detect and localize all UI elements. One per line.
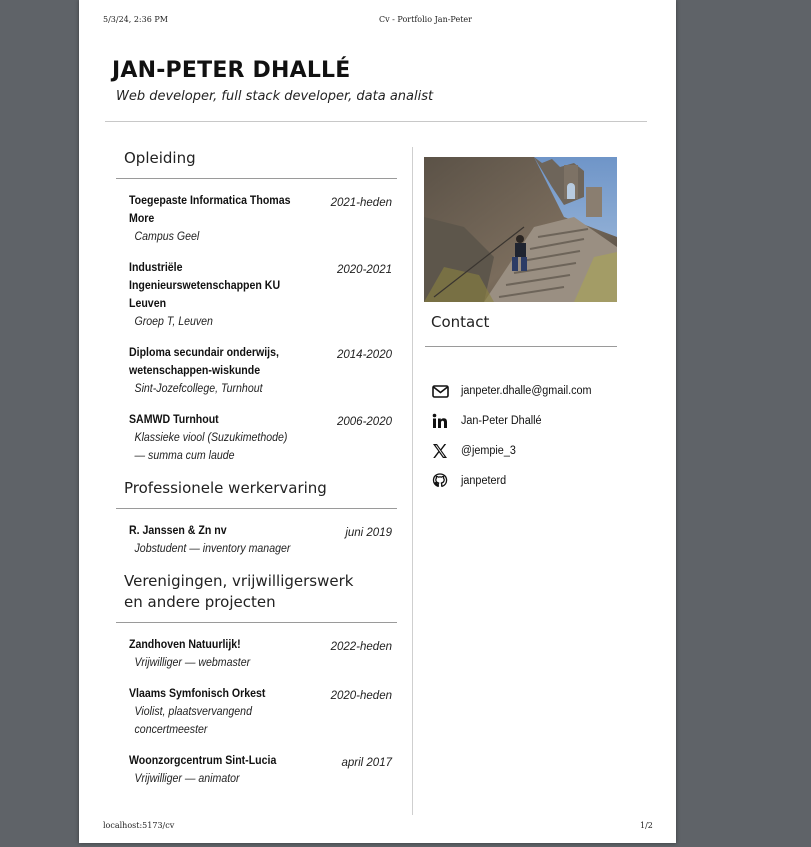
entry-subtitle: Sint-Jozefcollege, Turnhout (134, 383, 263, 395)
header-divider (105, 121, 647, 122)
entry-subtitle: Violist, plaatsvervangend concertmeester (134, 706, 252, 736)
entry-date: april 2017 (341, 757, 392, 769)
entry-title: Diploma secundair onderwijs, wetenschappen-wiskunde (129, 347, 279, 377)
volunteering-divider (116, 622, 397, 623)
github-icon (431, 472, 449, 490)
entry-title: Zandhoven Natuurlijk! (129, 639, 241, 651)
x-icon (431, 442, 449, 460)
education-divider (116, 178, 397, 179)
profile-photo (424, 157, 617, 302)
education-entry (129, 411, 392, 465)
profile-tagline: Web developer, full stack developer, data analist (116, 89, 434, 104)
print-datetime: 5/3/24, 2:36 PM (103, 15, 168, 24)
education-entry (129, 344, 392, 398)
volunteering-title: Verenigingen, vrijwilligerswerk en andere projecten (124, 572, 354, 611)
contact-x-text[interactable]: @jempie_3 (461, 445, 516, 457)
print-doc-title: Cv - Portfolio Jan-Peter (379, 15, 472, 24)
entry-title: R. Janssen & Zn nv (129, 525, 227, 537)
cv-page (79, 0, 676, 843)
entry-date: 2014-2020 (337, 349, 392, 361)
contact-linkedin[interactable] (431, 406, 621, 436)
print-url: localhost:5173/cv (103, 821, 175, 830)
experience-entry (129, 522, 392, 558)
entry-date: 2020-2021 (337, 264, 392, 276)
volunteering-list (116, 636, 397, 788)
entry-title: SAMWD Turnhout (129, 414, 219, 426)
entry-date: 2021-heden (330, 197, 392, 209)
entry-title: Vlaams Symfonisch Orkest (129, 688, 266, 700)
entry-date: 2006-2020 (337, 416, 392, 428)
entry-subtitle: Vrijwilliger — animator (134, 773, 240, 785)
entry-title: Toegepaste Informatica Thomas More (129, 195, 291, 225)
entry-subtitle: Vrijwilliger — webmaster (134, 657, 251, 669)
experience-title: Professionele werkervaring (124, 479, 327, 497)
entry-subtitle: Klassieke viool (Suzukimethode) — summa cum laude (134, 432, 288, 462)
contact-list (431, 376, 621, 496)
left-column (116, 148, 397, 801)
entry-date: juni 2019 (345, 527, 392, 539)
contact-email-text[interactable]: janpeter.dhalle@gmail.com (461, 385, 592, 397)
print-page-number: 1/2 (640, 821, 653, 830)
contact-linkedin-text[interactable]: Jan-Peter Dhallé (461, 415, 542, 427)
contact-x[interactable] (431, 436, 621, 466)
column-divider (412, 147, 413, 815)
contact-github-text[interactable]: janpeterd (461, 475, 507, 487)
entry-date: 2022-heden (330, 641, 392, 653)
experience-divider (116, 508, 397, 509)
volunteering-entry (129, 752, 392, 788)
education-entry (129, 259, 392, 331)
experience-list (116, 522, 397, 558)
education-title: Opleiding (124, 149, 196, 167)
contact-github[interactable] (431, 466, 621, 496)
entry-date: 2020-heden (330, 690, 392, 702)
entry-subtitle: Jobstudent — inventory manager (134, 543, 291, 555)
profile-name: JAN-PETER DHALLÉ (112, 58, 351, 83)
education-entry (129, 192, 392, 246)
contact-divider (425, 346, 617, 347)
entry-title: Industriële Ingenieurswetenschappen KU Leuven (129, 262, 281, 310)
linkedin-icon (431, 412, 449, 430)
volunteering-entry (129, 636, 392, 672)
entry-subtitle: Campus Geel (134, 231, 200, 243)
volunteering-entry (129, 685, 392, 739)
entry-title: Woonzorgcentrum Sint-Lucia (129, 755, 277, 767)
mail-icon (431, 382, 449, 400)
contact-title: Contact (431, 313, 490, 331)
entry-subtitle: Groep T, Leuven (134, 316, 213, 328)
contact-email[interactable] (431, 376, 621, 406)
education-list (116, 192, 397, 465)
